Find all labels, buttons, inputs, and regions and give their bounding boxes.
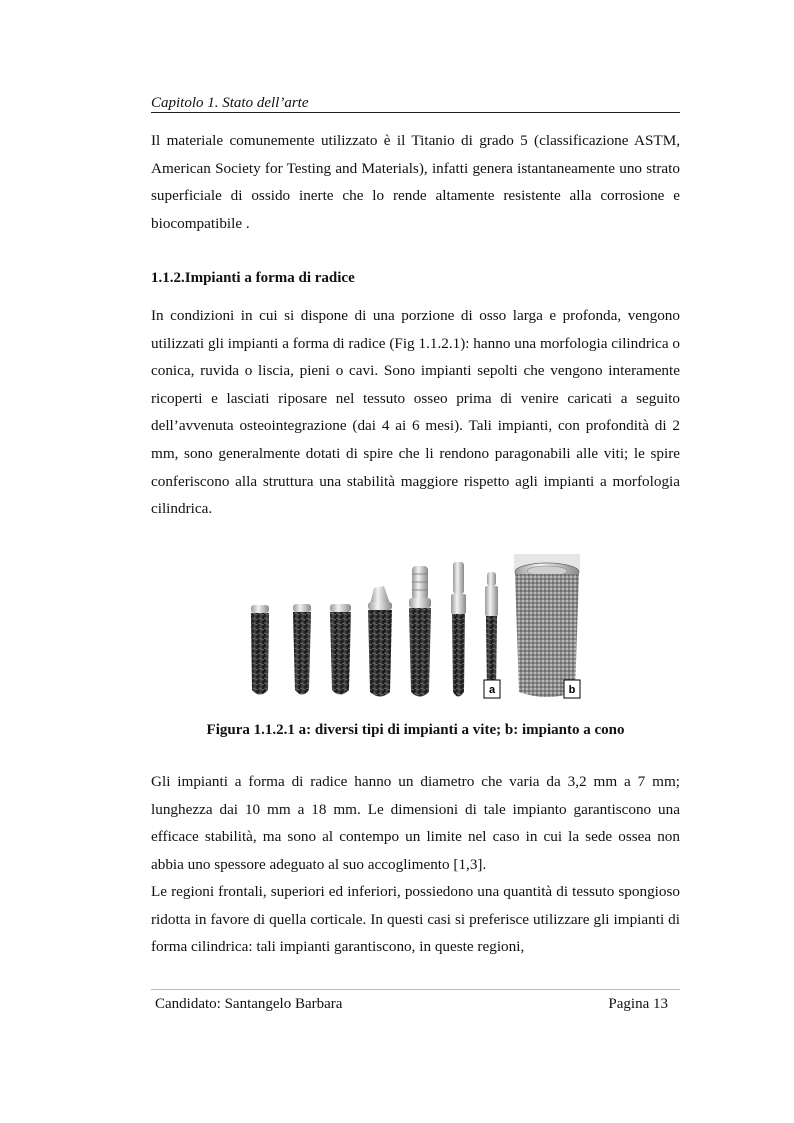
label-a: a [488, 684, 496, 696]
screw-implant-7 [485, 572, 498, 696]
footer-candidate: Candidato: Santangelo Barbara [155, 996, 343, 1012]
chapter-title: Capitolo 1. Stato dell’arte [151, 95, 309, 111]
footer-divider [151, 989, 680, 990]
footer-page-number: Pagina 13 [608, 996, 668, 1012]
label-b: b [568, 684, 576, 696]
paragraph-titanium: Il materiale comunemente utilizzato è il Titanio di grado 5 (classificazione ASTM, American Society for Testing and Materials), infatti genera istantaneamente uno strato superficiale di ossido inerte che lo rende altamente resistente alla corrosione e biocompatibile . [151, 132, 680, 232]
figure-caption: Figura 1.1.2.1 a: diversi tipi di impianti a vite; b: impianto a cono [206, 722, 625, 738]
running-header [151, 94, 680, 113]
screw-implant-2 [293, 604, 311, 695]
screw-implant-3 [330, 604, 351, 695]
label-b-box [564, 680, 580, 698]
screw-implant-5 [409, 566, 431, 697]
paragraph-root-implants: In condizioni in cui si dispone di una porzione di osso larga e profonda, vengono utilizzati gli impianti a forma di radice (Fig 1.1.2.1): hanno una morfologia cilindrica o conica, ruvida o liscia, pieni o cavi. Sono impianti sepolti che vengono interamente ricoperti e lasciati riposare nel tessuto osseo prima di venire caricati a seguito dell’avvenuta osteointegrazione (dai 4 ai 6 mesi). Tali impianti, con profondità di 2 mm, sono generalmente dotati di spire che li rendono paragonabili alle viti; le spire conferiscono alla struttura una stabilità maggiore rispetto agli impianti a morfologia cilindrica. [151, 307, 680, 518]
paragraph-regions: Le regioni frontali, superiori ed inferiori, possiedono una quantità di tessuto spongioso ridotta in favore di quella corticale. In questi casi si preferisce utilizzare gli impianti di forma cilindrica: tali impianti garantiscono, in queste regioni, [151, 883, 680, 956]
cone-implant [514, 554, 580, 697]
implants-figure [246, 552, 584, 702]
paragraph-dimensions: Gli impianti a forma di radice hanno un diametro che varia da 3,2 mm a 7 mm; lunghezza dai 10 mm a 18 mm. Le dimensioni di tale impianto garantiscono una efficace stabilità, ma sono al contempo un limite nel caso in cui la sede ossea non abbia uno spessore adeguato al suo accoglimento [1,3]. [151, 773, 680, 873]
screw-implant-6 [451, 562, 466, 697]
screw-implant-1 [251, 605, 269, 695]
section-heading: 1.1.2.Impianti a forma di radice [151, 270, 355, 286]
screw-implant-4 [368, 586, 392, 697]
label-a-box [484, 680, 500, 698]
